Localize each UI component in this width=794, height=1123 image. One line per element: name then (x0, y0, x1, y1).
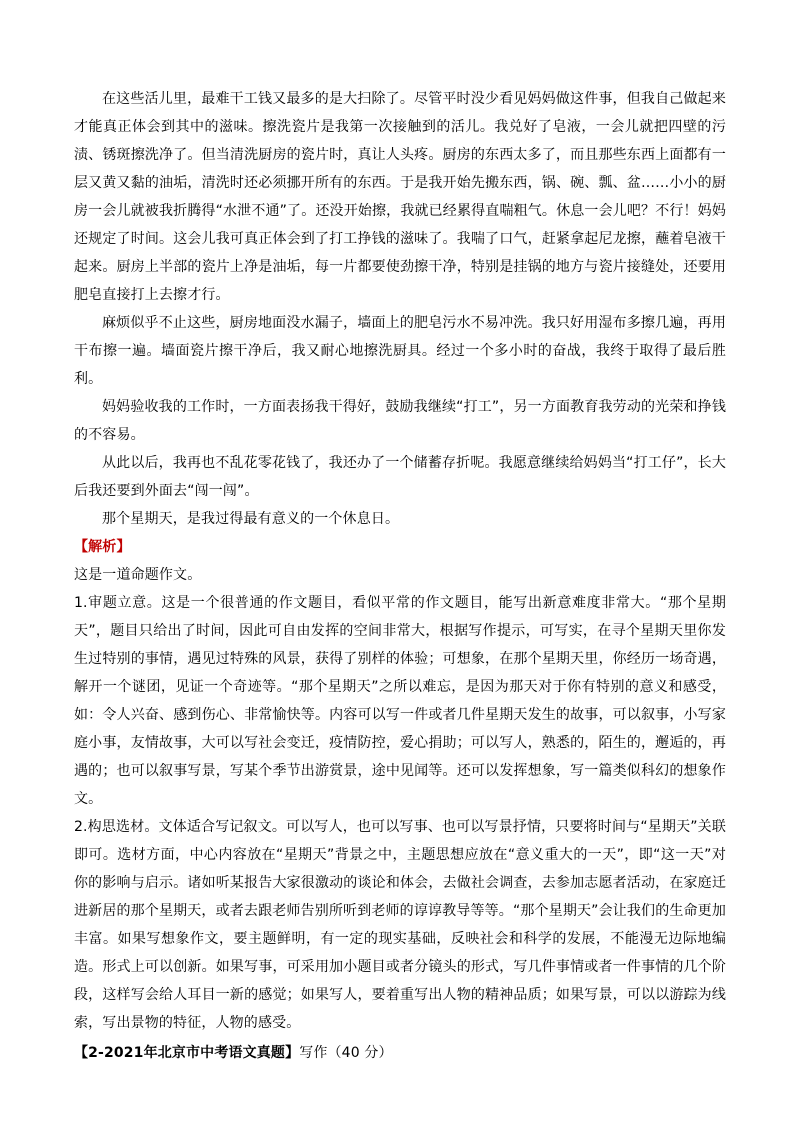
next-question-line (74, 1039, 726, 1067)
analysis-section (74, 533, 726, 1037)
analysis-point-material: 2.构思选材。文体适合写记叙文。可以写人，也可以写事、也可以写景抒情，只要将时间与“星期天”关联即可。选材方面，中心内容放在“星期天”背景之中，主题思想应放在“意义重大的一天”，即“这一天”对你的影响与启示。诸如听某报告大家很激动的谈论和体会，去做社会调查，去参加志愿者活动，在家庭迁进新居的那个星期天，或者去跟老师告别所听到老师的谆谆教导等等。“那个星期天”会让我们的生命更加丰富。如果写想象作文，要主题鲜明，有一定的现实基础，反映社会和科学的发展，不能漫无边际地编造。形式上可以创新。如果写事，可采用加小题目或者分镜头的形式，写几件事情或者一件事情的几个阶段，这样写会给人耳目一新的感觉；如果写人，要着重写出人物的精神品质；如果写景，可以以游踪为线索，写出景物的特征，人物的感受。 (74, 819, 726, 1031)
essay-body (74, 85, 726, 533)
essay-paragraph: 那个星期天，是我过得最有意义的一个休息日。 (102, 511, 400, 527)
analysis-intro: 这是一道命题作文。 (74, 567, 202, 583)
question-task: 写作（40 分） (299, 1045, 393, 1061)
essay-paragraph: 在这些活儿里，最难干工钱又最多的是大扫除了。尽管平时没少看见妈妈做这件事，但我自己做起来才能真正体会到其中的滋味。擦洗瓷片是我第一次接触到的活儿。我兑好了皂液，一会儿就把四壁的污渍、锈斑擦洗净了。但当清洗厨房的瓷片时，真让人头疼。厨房的东西太多了，而且那些东西上面都有一层又黄又黏的油垢，清洗时还必须挪开所有的东西。于是我开始先搬东西，锅、碗、瓢、盆……小小的厨房一会儿就被我折腾得“水泄不通”了。还没开始擦，我就已经累得直喘粗气。休息一会儿吧？不行！妈妈还规定了时间。这会儿我可真正体会到了打工挣钱的滋味了。我喘了口气，赶紧拿起尼龙擦，蘸着皂液干起来。厨房上半部的瓷片上净是油垢，每一片都要使劲擦干净，特别是挂锅的地方与瓷片接缝处，还要用肥皂直接打上去擦才行。 (74, 91, 726, 303)
essay-paragraph: 麻烦似乎不止这些，厨房地面没水漏子，墙面上的肥皂污水不易冲洗。我只好用湿布多擦几遍，再用干布擦一遍。墙面瓷片擦干净后，我又耐心地擦洗厨具。经过一个多小时的奋战，我终于取得了最后胜利。 (74, 315, 726, 387)
essay-paragraph: 从此以后，我再也不乱花零花钱了，我还办了一个储蓄存折呢。我愿意继续给妈妈当“打工仔”，长大后我还要到外面去“闯一闯”。 (74, 455, 726, 499)
document-page (74, 85, 726, 1067)
question-source: 【2-2021年北京市中考语文真题】 (74, 1045, 300, 1061)
analysis-heading: 【解析】 (74, 539, 131, 555)
analysis-point-topic: 1.审题立意。这是一个很普通的作文题目，看似平常的作文题目，能写出新意难度非常大。“那个星期天”，题目只给出了时间，因此可自由发挥的空间非常大，根据写作提示，可写实，在寻个星期天里你发生过特别的事情，遇见过特殊的风景，获得了别样的体验；可想象，在那个星期天里，你经历一场奇遇，解开一个谜团，见证一个奇迹等。“那个星期天”之所以难忘，是因为那天对于你有特别的意义和感受，如：令人兴奋、感到伤心、非常愉快等。内容可以写一件或者几件星期天发生的故事，可以叙事，小写家庭小事，友情故事，大可以写社会变迁，疫情防控，爱心捐助；可以写人，熟悉的，陌生的，邂逅的，再遇的；也可以叙事写景，写某个季节出游赏景，途中见闻等。还可以发挥想象，写一篇类似科幻的想象作文。 (74, 595, 726, 807)
essay-paragraph: 妈妈验收我的工作时，一方面表扬我干得好，鼓励我继续“打工”，另一方面教育我劳动的光荣和挣钱的不容易。 (74, 399, 726, 443)
